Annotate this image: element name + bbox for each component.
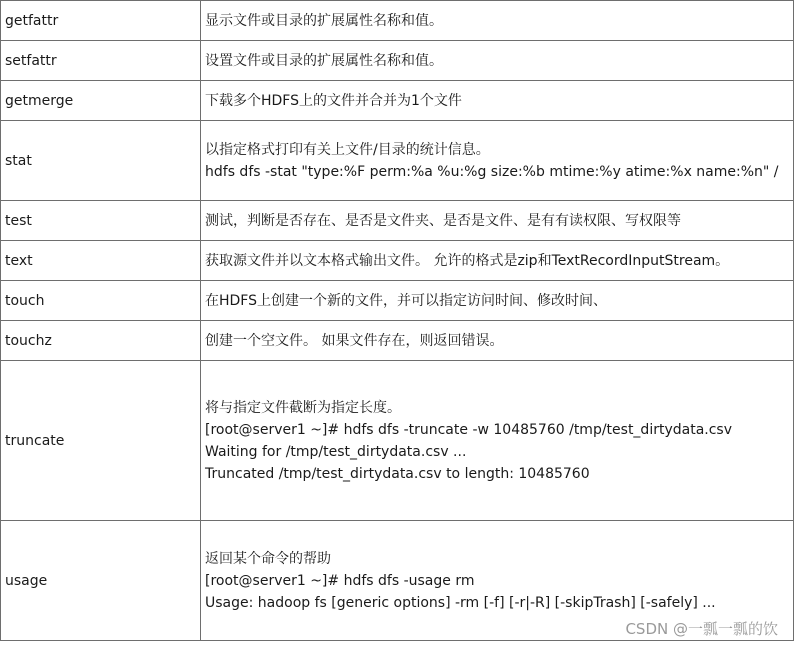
table-row bbox=[1, 281, 794, 321]
description-cell bbox=[201, 1, 794, 41]
description-line: 返回某个命令的帮助 bbox=[205, 550, 331, 567]
command-cell: text bbox=[1, 241, 201, 281]
description-line: 测试，判断是否存在、是否是文件夹、是否是文件、是有有读权限、写权限等 bbox=[205, 212, 681, 229]
description-line: 在HDFS上创建一个新的文件，并可以指定访问时间、修改时间、 bbox=[205, 292, 607, 309]
description-line: 显示文件或目录的扩展属性名称和值。 bbox=[205, 12, 443, 29]
command-cell: setfattr bbox=[1, 41, 201, 81]
command-cell: touchz bbox=[1, 321, 201, 361]
watermark: CSDN @一瓢一瓢的饮 bbox=[625, 620, 778, 638]
description-cell bbox=[201, 321, 794, 361]
description-line: 下载多个HDFS上的文件并合并为1个文件 bbox=[205, 92, 462, 109]
table-row bbox=[1, 1, 794, 41]
description-line: Usage: hadoop fs [generic options] -rm [-f] [-r|-R] [-skipTrash] [-safely] ... bbox=[205, 594, 716, 611]
table-row bbox=[1, 361, 794, 521]
description-line: 获取源文件并以文本格式输出文件。 允许的格式是zip和TextRecordInputStream。 bbox=[205, 252, 730, 269]
table-row bbox=[1, 81, 794, 121]
table-row bbox=[1, 321, 794, 361]
command-cell: usage bbox=[1, 521, 201, 641]
command-cell: stat bbox=[1, 121, 201, 201]
description-line: [root@server1 ~]# hdfs dfs -usage rm bbox=[205, 572, 475, 589]
command-cell: test bbox=[1, 201, 201, 241]
command-cell: getmerge bbox=[1, 81, 201, 121]
command-cell: touch bbox=[1, 281, 201, 321]
description-cell bbox=[201, 281, 794, 321]
description-cell bbox=[201, 361, 794, 521]
command-cell: getfattr bbox=[1, 1, 201, 41]
table-row bbox=[1, 121, 794, 201]
table-row bbox=[1, 201, 794, 241]
description-line: 创建一个空文件。 如果文件存在，则返回错误。 bbox=[205, 332, 504, 349]
description-line: 以指定格式打印有关上文件/目录的统计信息。 bbox=[205, 141, 490, 158]
description-cell bbox=[201, 241, 794, 281]
description-line: 将与指定文件截断为指定长度。 bbox=[205, 399, 401, 416]
description-cell bbox=[201, 41, 794, 81]
table-row bbox=[1, 41, 794, 81]
description-line: Truncated /tmp/test_dirtydata.csv to length: 10485760 bbox=[205, 465, 590, 482]
table-row bbox=[1, 241, 794, 281]
description-line: 设置文件或目录的扩展属性名称和值。 bbox=[205, 52, 443, 69]
description-line: [root@server1 ~]# hdfs dfs -truncate -w 10485760 /tmp/test_dirtydata.csv bbox=[205, 421, 733, 438]
description-line: hdfs dfs -stat "type:%F perm:%a %u:%g size:%b mtime:%y atime:%x name:%n" / bbox=[205, 163, 779, 180]
description-cell bbox=[201, 81, 794, 121]
command-cell: truncate bbox=[1, 361, 201, 521]
description-line: Waiting for /tmp/test_dirtydata.csv ... bbox=[205, 443, 467, 460]
description-cell bbox=[201, 201, 794, 241]
description-cell bbox=[201, 121, 794, 201]
